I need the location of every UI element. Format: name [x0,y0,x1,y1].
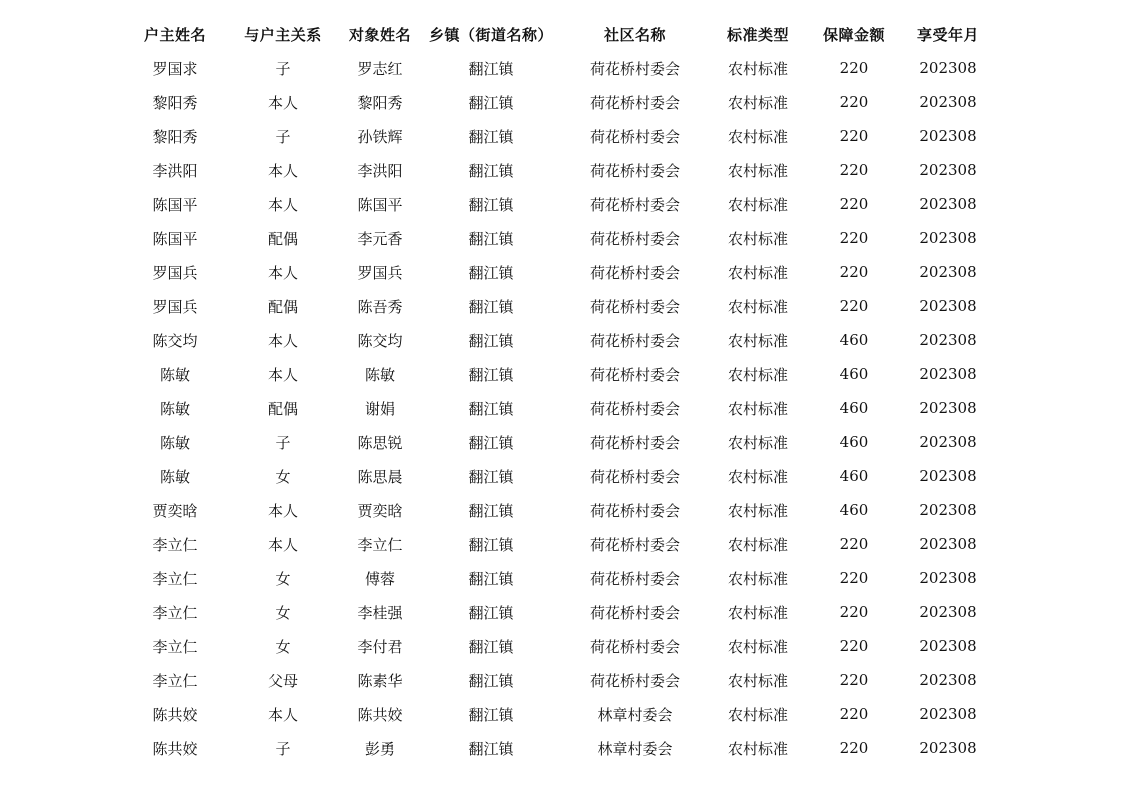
cell-township: 翻江镇 [468,297,514,316]
column-header-amount: 保障金额 [822,25,885,44]
cell-period: 202308 [919,501,977,519]
cell-period: 202308 [919,331,977,349]
cell-member-name: 傅蓉 [364,569,395,588]
cell-amount: 220 [839,637,869,655]
cell-relation: 本人 [267,93,298,112]
cell-community: 荷花桥村委会 [589,195,680,214]
cell-member-name: 陈思晨 [357,467,403,486]
cell-head-name: 李立仁 [152,671,198,690]
cell-standard-type: 农村标准 [727,569,788,588]
cell-township: 翻江镇 [468,331,514,350]
cell-township: 翻江镇 [468,93,514,112]
cell-community: 荷花桥村委会 [589,535,680,554]
table-row [128,153,1000,187]
cell-head-name: 陈国平 [152,195,198,214]
table-body [128,51,1000,765]
table-row [128,595,1000,629]
cell-relation: 配偶 [267,297,298,316]
cell-period: 202308 [919,161,977,179]
cell-township: 翻江镇 [468,263,514,282]
cell-community: 荷花桥村委会 [589,297,680,316]
table-row [128,51,1000,85]
cell-relation: 配偶 [267,399,298,418]
cell-period: 202308 [919,263,977,281]
subsidy-roster-table [128,17,1000,765]
cell-period: 202308 [919,297,977,315]
cell-amount: 220 [839,229,869,247]
column-header-township: 乡镇（街道名称） [428,25,553,44]
cell-period: 202308 [919,433,977,451]
cell-member-name: 黎阳秀 [357,93,403,112]
cell-relation: 女 [275,569,291,588]
cell-standard-type: 农村标准 [727,637,788,656]
cell-township: 翻江镇 [468,161,514,180]
cell-head-name: 贾奕晗 [152,501,198,520]
table-header [128,17,1000,51]
cell-standard-type: 农村标准 [727,263,788,282]
cell-amount: 220 [839,93,869,111]
cell-member-name: 贾奕晗 [357,501,403,520]
cell-standard-type: 农村标准 [727,603,788,622]
cell-amount: 220 [839,535,869,553]
cell-head-name: 李立仁 [152,569,198,588]
cell-member-name: 罗国兵 [357,263,403,282]
table-row [128,697,1000,731]
cell-amount: 460 [839,365,869,383]
column-header-member-name: 对象姓名 [348,25,411,44]
cell-community: 荷花桥村委会 [589,501,680,520]
cell-community: 荷花桥村委会 [589,229,680,248]
table-row [128,629,1000,663]
cell-relation: 配偶 [267,229,298,248]
cell-period: 202308 [919,637,977,655]
table-row [128,425,1000,459]
cell-member-name: 陈敏 [364,365,395,384]
cell-period: 202308 [919,535,977,553]
cell-head-name: 陈交均 [152,331,198,350]
cell-relation: 女 [275,467,291,486]
cell-member-name: 李桂强 [357,603,403,622]
cell-standard-type: 农村标准 [727,671,788,690]
cell-head-name: 罗国求 [152,59,198,78]
cell-head-name: 陈敏 [159,365,190,384]
cell-township: 翻江镇 [468,467,514,486]
header-row [128,17,1000,51]
cell-standard-type: 农村标准 [727,501,788,520]
cell-head-name: 陈敏 [159,399,190,418]
cell-amount: 460 [839,501,869,519]
table-row [128,255,1000,289]
cell-member-name: 孙铁辉 [357,127,403,146]
cell-head-name: 陈敏 [159,467,190,486]
cell-relation: 本人 [267,161,298,180]
table-row [128,119,1000,153]
cell-community: 林章村委会 [597,739,673,758]
table-row [128,459,1000,493]
cell-standard-type: 农村标准 [727,59,788,78]
cell-period: 202308 [919,603,977,621]
cell-head-name: 黎阳秀 [152,127,198,146]
cell-standard-type: 农村标准 [727,161,788,180]
cell-relation: 本人 [267,705,298,724]
cell-relation: 本人 [267,263,298,282]
cell-head-name: 罗国兵 [152,263,198,282]
cell-township: 翻江镇 [468,705,514,724]
cell-period: 202308 [919,127,977,145]
cell-relation: 子 [275,739,291,758]
cell-member-name: 陈共姣 [357,705,403,724]
cell-head-name: 黎阳秀 [152,93,198,112]
cell-standard-type: 农村标准 [727,467,788,486]
table-row [128,357,1000,391]
cell-head-name: 陈共姣 [152,739,198,758]
column-header-standard-type: 标准类型 [726,25,789,44]
cell-relation: 女 [275,637,291,656]
cell-relation: 女 [275,603,291,622]
cell-community: 荷花桥村委会 [589,161,680,180]
cell-amount: 220 [839,161,869,179]
cell-township: 翻江镇 [468,535,514,554]
cell-township: 翻江镇 [468,59,514,78]
cell-amount: 220 [839,127,869,145]
cell-standard-type: 农村标准 [727,433,788,452]
cell-relation: 子 [275,59,291,78]
cell-community: 荷花桥村委会 [589,637,680,656]
cell-community: 荷花桥村委会 [589,467,680,486]
cell-head-name: 陈国平 [152,229,198,248]
cell-township: 翻江镇 [468,501,514,520]
cell-member-name: 李立仁 [357,535,403,554]
cell-standard-type: 农村标准 [727,365,788,384]
cell-township: 翻江镇 [468,229,514,248]
cell-amount: 220 [839,603,869,621]
cell-standard-type: 农村标准 [727,93,788,112]
cell-amount: 220 [839,263,869,281]
column-header-community: 社区名称 [603,25,666,44]
cell-amount: 220 [839,739,869,757]
column-header-head-name: 户主姓名 [143,25,206,44]
table-row [128,561,1000,595]
cell-amount: 220 [839,671,869,689]
cell-member-name: 谢娟 [364,399,395,418]
cell-head-name: 陈敏 [159,433,190,452]
cell-relation: 本人 [267,195,298,214]
cell-community: 荷花桥村委会 [589,433,680,452]
cell-township: 翻江镇 [468,433,514,452]
cell-township: 翻江镇 [468,637,514,656]
cell-standard-type: 农村标准 [727,739,788,758]
cell-community: 荷花桥村委会 [589,263,680,282]
cell-amount: 460 [839,433,869,451]
cell-amount: 220 [839,59,869,77]
cell-period: 202308 [919,467,977,485]
cell-standard-type: 农村标准 [727,127,788,146]
cell-standard-type: 农村标准 [727,399,788,418]
cell-community: 荷花桥村委会 [589,671,680,690]
cell-standard-type: 农村标准 [727,331,788,350]
table-row [128,493,1000,527]
cell-relation: 子 [275,127,291,146]
cell-member-name: 李元香 [357,229,403,248]
cell-community: 荷花桥村委会 [589,399,680,418]
cell-community: 荷花桥村委会 [589,93,680,112]
cell-period: 202308 [919,229,977,247]
cell-amount: 460 [839,467,869,485]
cell-township: 翻江镇 [468,603,514,622]
cell-period: 202308 [919,739,977,757]
cell-relation: 本人 [267,535,298,554]
cell-township: 翻江镇 [468,569,514,588]
cell-amount: 220 [839,195,869,213]
table-row [128,731,1000,765]
cell-member-name: 陈吾秀 [357,297,403,316]
cell-relation: 本人 [267,331,298,350]
cell-member-name: 罗志红 [357,59,403,78]
cell-standard-type: 农村标准 [727,535,788,554]
cell-standard-type: 农村标准 [727,229,788,248]
cell-member-name: 李洪阳 [357,161,403,180]
cell-amount: 460 [839,331,869,349]
cell-period: 202308 [919,671,977,689]
cell-head-name: 罗国兵 [152,297,198,316]
cell-head-name: 李立仁 [152,637,198,656]
table-row [128,527,1000,561]
cell-community: 荷花桥村委会 [589,127,680,146]
table-row [128,289,1000,323]
cell-member-name: 陈素华 [357,671,403,690]
table-row [128,663,1000,697]
cell-member-name: 李付君 [357,637,403,656]
cell-amount: 220 [839,569,869,587]
table-row [128,187,1000,221]
column-header-period: 享受年月 [916,25,979,44]
cell-township: 翻江镇 [468,671,514,690]
cell-head-name: 李立仁 [152,535,198,554]
cell-period: 202308 [919,365,977,383]
cell-period: 202308 [919,705,977,723]
cell-standard-type: 农村标准 [727,297,788,316]
cell-relation: 本人 [267,365,298,384]
cell-community: 荷花桥村委会 [589,569,680,588]
table-row [128,85,1000,119]
cell-community: 荷花桥村委会 [589,331,680,350]
cell-community: 荷花桥村委会 [589,59,680,78]
cell-member-name: 陈思锐 [357,433,403,452]
cell-amount: 220 [839,705,869,723]
cell-community: 荷花桥村委会 [589,603,680,622]
cell-community: 林章村委会 [597,705,673,724]
cell-relation: 子 [275,433,291,452]
cell-township: 翻江镇 [468,195,514,214]
cell-amount: 220 [839,297,869,315]
cell-standard-type: 农村标准 [727,705,788,724]
cell-relation: 本人 [267,501,298,520]
cell-head-name: 陈共姣 [152,705,198,724]
cell-community: 荷花桥村委会 [589,365,680,384]
table-row [128,221,1000,255]
cell-period: 202308 [919,569,977,587]
cell-township: 翻江镇 [468,127,514,146]
cell-township: 翻江镇 [468,399,514,418]
cell-township: 翻江镇 [468,739,514,758]
cell-period: 202308 [919,195,977,213]
cell-member-name: 陈交均 [357,331,403,350]
cell-member-name: 陈国平 [357,195,403,214]
column-header-relation: 与户主关系 [244,25,322,44]
cell-period: 202308 [919,59,977,77]
cell-amount: 460 [839,399,869,417]
cell-relation: 父母 [267,671,298,690]
cell-township: 翻江镇 [468,365,514,384]
cell-head-name: 李洪阳 [152,161,198,180]
cell-head-name: 李立仁 [152,603,198,622]
cell-period: 202308 [919,399,977,417]
cell-standard-type: 农村标准 [727,195,788,214]
table-row [128,391,1000,425]
cell-period: 202308 [919,93,977,111]
table-row [128,323,1000,357]
cell-member-name: 彭勇 [364,739,395,758]
